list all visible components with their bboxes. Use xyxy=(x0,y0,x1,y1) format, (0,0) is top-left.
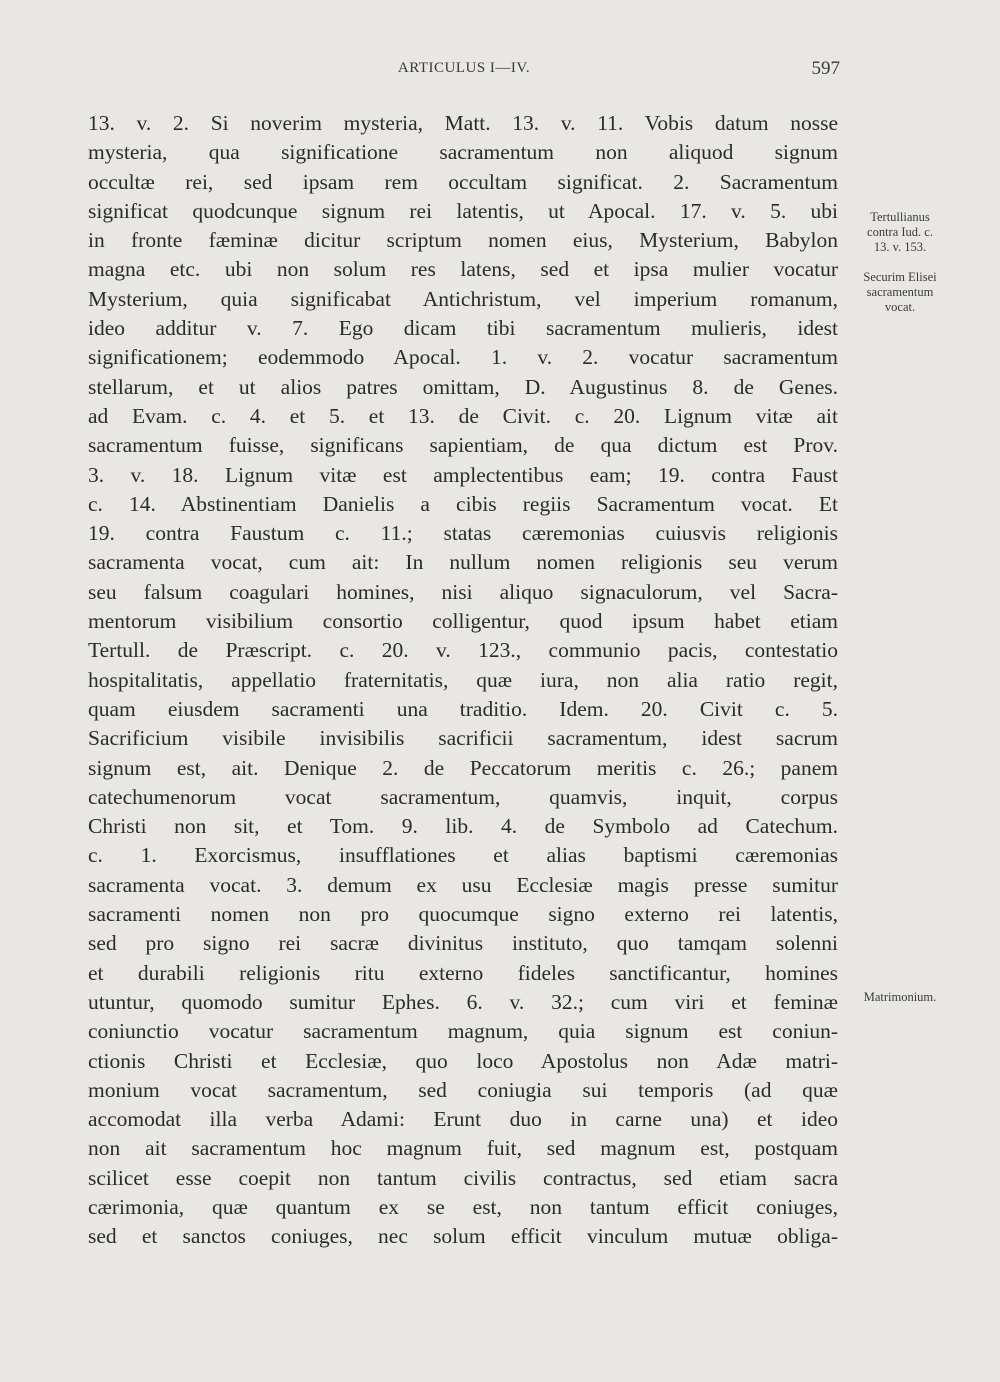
text-line: coniunctio vocatur sacramentum magnum, quia signum est coniun- xyxy=(88,1019,838,1044)
text-line: Christi non sit, et Tom. 9. lib. 4. de Symbolo ad Catechum. xyxy=(88,814,838,839)
text-line: cærimonia, quæ quantum ex se est, non tantum efficit coniuges, xyxy=(88,1194,838,1219)
margin-note-tertullianus xyxy=(844,210,956,255)
margin-note-line: Matrimonium. xyxy=(863,990,937,1004)
text-line: sacramenti nomen non pro quocumque signo externo rei latentis, xyxy=(88,902,838,927)
text-line: mentorum visibilium consortio colligentur, quod ipsum habet etiam xyxy=(88,609,838,634)
text-line: 3. v. 18. Lignum vitæ est amplectentibus eam; 19. contra Faust xyxy=(88,462,838,487)
text-line: sacramentum fuisse, significans sapientiam, de qua dictum est Prov. xyxy=(88,433,838,458)
text-line: non ait sacramentum hoc magnum fuit, sed magnum est, postquam xyxy=(88,1136,838,1161)
margin-note-line: sacramentum xyxy=(866,285,934,299)
page-number: 597 xyxy=(811,58,840,79)
text-line: stellarum, et ut alios patres omittam, D. Augustinus 8. de Genes. xyxy=(88,374,838,399)
text-line: sed et sanctos coniuges, nec solum efficit vinculum mutuæ obliga- xyxy=(88,1224,838,1249)
main-text xyxy=(88,109,838,1252)
text-line: Sacrificium visibile invisibilis sacrificii sacramentum, idest sacrum xyxy=(88,726,838,751)
margin-note-securim xyxy=(844,270,956,315)
margin-note-line: contra Iud. c. xyxy=(867,225,933,239)
text-line: ad Evam. c. 4. et 5. et 13. de Civit. c. 20. Lignum vitæ ait xyxy=(88,403,838,428)
text-line: Mysterium, quia significabat Antichristum, vel imperium romanum, xyxy=(88,286,838,311)
text-line: 13. v. 2. Si noverim mysteria, Matt. 13. v. 11. Vobis datum nosse xyxy=(88,111,838,135)
text-line: occultæ rei, sed ipsam rem occultam significat. 2. Sacramentum xyxy=(88,169,838,194)
margin-note-line: Securim Elisei xyxy=(863,270,937,284)
text-line: catechumenorum vocat sacramentum, quamvis, inquit, corpus xyxy=(88,784,838,809)
text-line: hospitalitatis, appellatio fraternitatis, quæ iura, non alia ratio regit, xyxy=(88,667,838,692)
text-line: Tertull. de Præscript. c. 20. v. 123., communio pacis, contestatio xyxy=(88,638,838,663)
text-line: mysteria, qua significatione sacramentum non aliquod signum xyxy=(88,140,838,165)
margin-notes xyxy=(844,0,994,1382)
margin-note-matrimonium xyxy=(844,990,956,1005)
text-line: ideo additur v. 7. Ego dicam tibi sacramentum mulieris, idest xyxy=(88,316,838,341)
text-line: scilicet esse coepit non tantum civilis contractus, sed etiam sacra xyxy=(88,1165,838,1190)
text-line: monium vocat sacramentum, sed coniugia sui temporis (ad quæ xyxy=(88,1077,838,1102)
text-line: c. 14. Abstinentiam Danielis a cibis regiis Sacramentum vocat. Et xyxy=(88,491,838,516)
text-line: significationem; eodemmodo Apocal. 1. v. 2. vocatur sacramentum xyxy=(88,345,838,370)
text-line: sed pro signo rei sacræ divinitus instituto, quo tamqam solenni xyxy=(88,931,838,956)
running-title: ARTICULUS I—IV. xyxy=(397,60,531,76)
margin-note-line: vocat. xyxy=(884,300,916,314)
text-line: sacramenta vocat, cum ait: In nullum nomen religionis seu verum xyxy=(88,550,838,575)
text-line: significat quodcunque signum rei latentis, ut Apocal. 17. v. 5. ubi xyxy=(88,198,838,223)
text-line: in fronte fæminæ dicitur scriptum nomen eius, Mysterium, Babylon xyxy=(88,228,838,253)
text-line: signum est, ait. Denique 2. de Peccatorum meritis c. 26.; panem xyxy=(88,755,838,780)
text-line: c. 1. Exorcismus, insufflationes et alias baptismi cæremonias xyxy=(88,843,838,868)
text-line: seu falsum coagulari homines, nisi aliquo signaculorum, vel Sacra- xyxy=(88,579,838,604)
text-line: ctionis Christi et Ecclesiæ, quo loco Apostolus non Adæ matri- xyxy=(88,1048,838,1073)
margin-note-line: Tertullianus xyxy=(870,210,930,224)
text-line: et durabili religionis ritu externo fideles sanctificantur, homines xyxy=(88,960,838,985)
text-line: 19. contra Faustum c. 11.; statas cæremonias cuiusvis religionis xyxy=(88,521,838,546)
text-line: magna etc. ubi non solum res latens, sed et ipsa mulier vocatur xyxy=(88,257,838,282)
text-line: accomodat illa verba Adami: Erunt duo in carne una) et ideo xyxy=(88,1107,838,1132)
page-header xyxy=(88,60,840,84)
text-line: quam eiusdem sacramenti una traditio. Idem. 20. Civit c. 5. xyxy=(88,696,838,721)
margin-note-line: 13. v. 153. xyxy=(873,240,927,254)
text-line: utuntur, quomodo sumitur Ephes. 6. v. 32.; cum viri et feminæ xyxy=(88,989,838,1014)
text-line: sacramenta vocat. 3. demum ex usu Ecclesiæ magis presse sumitur xyxy=(88,872,838,897)
